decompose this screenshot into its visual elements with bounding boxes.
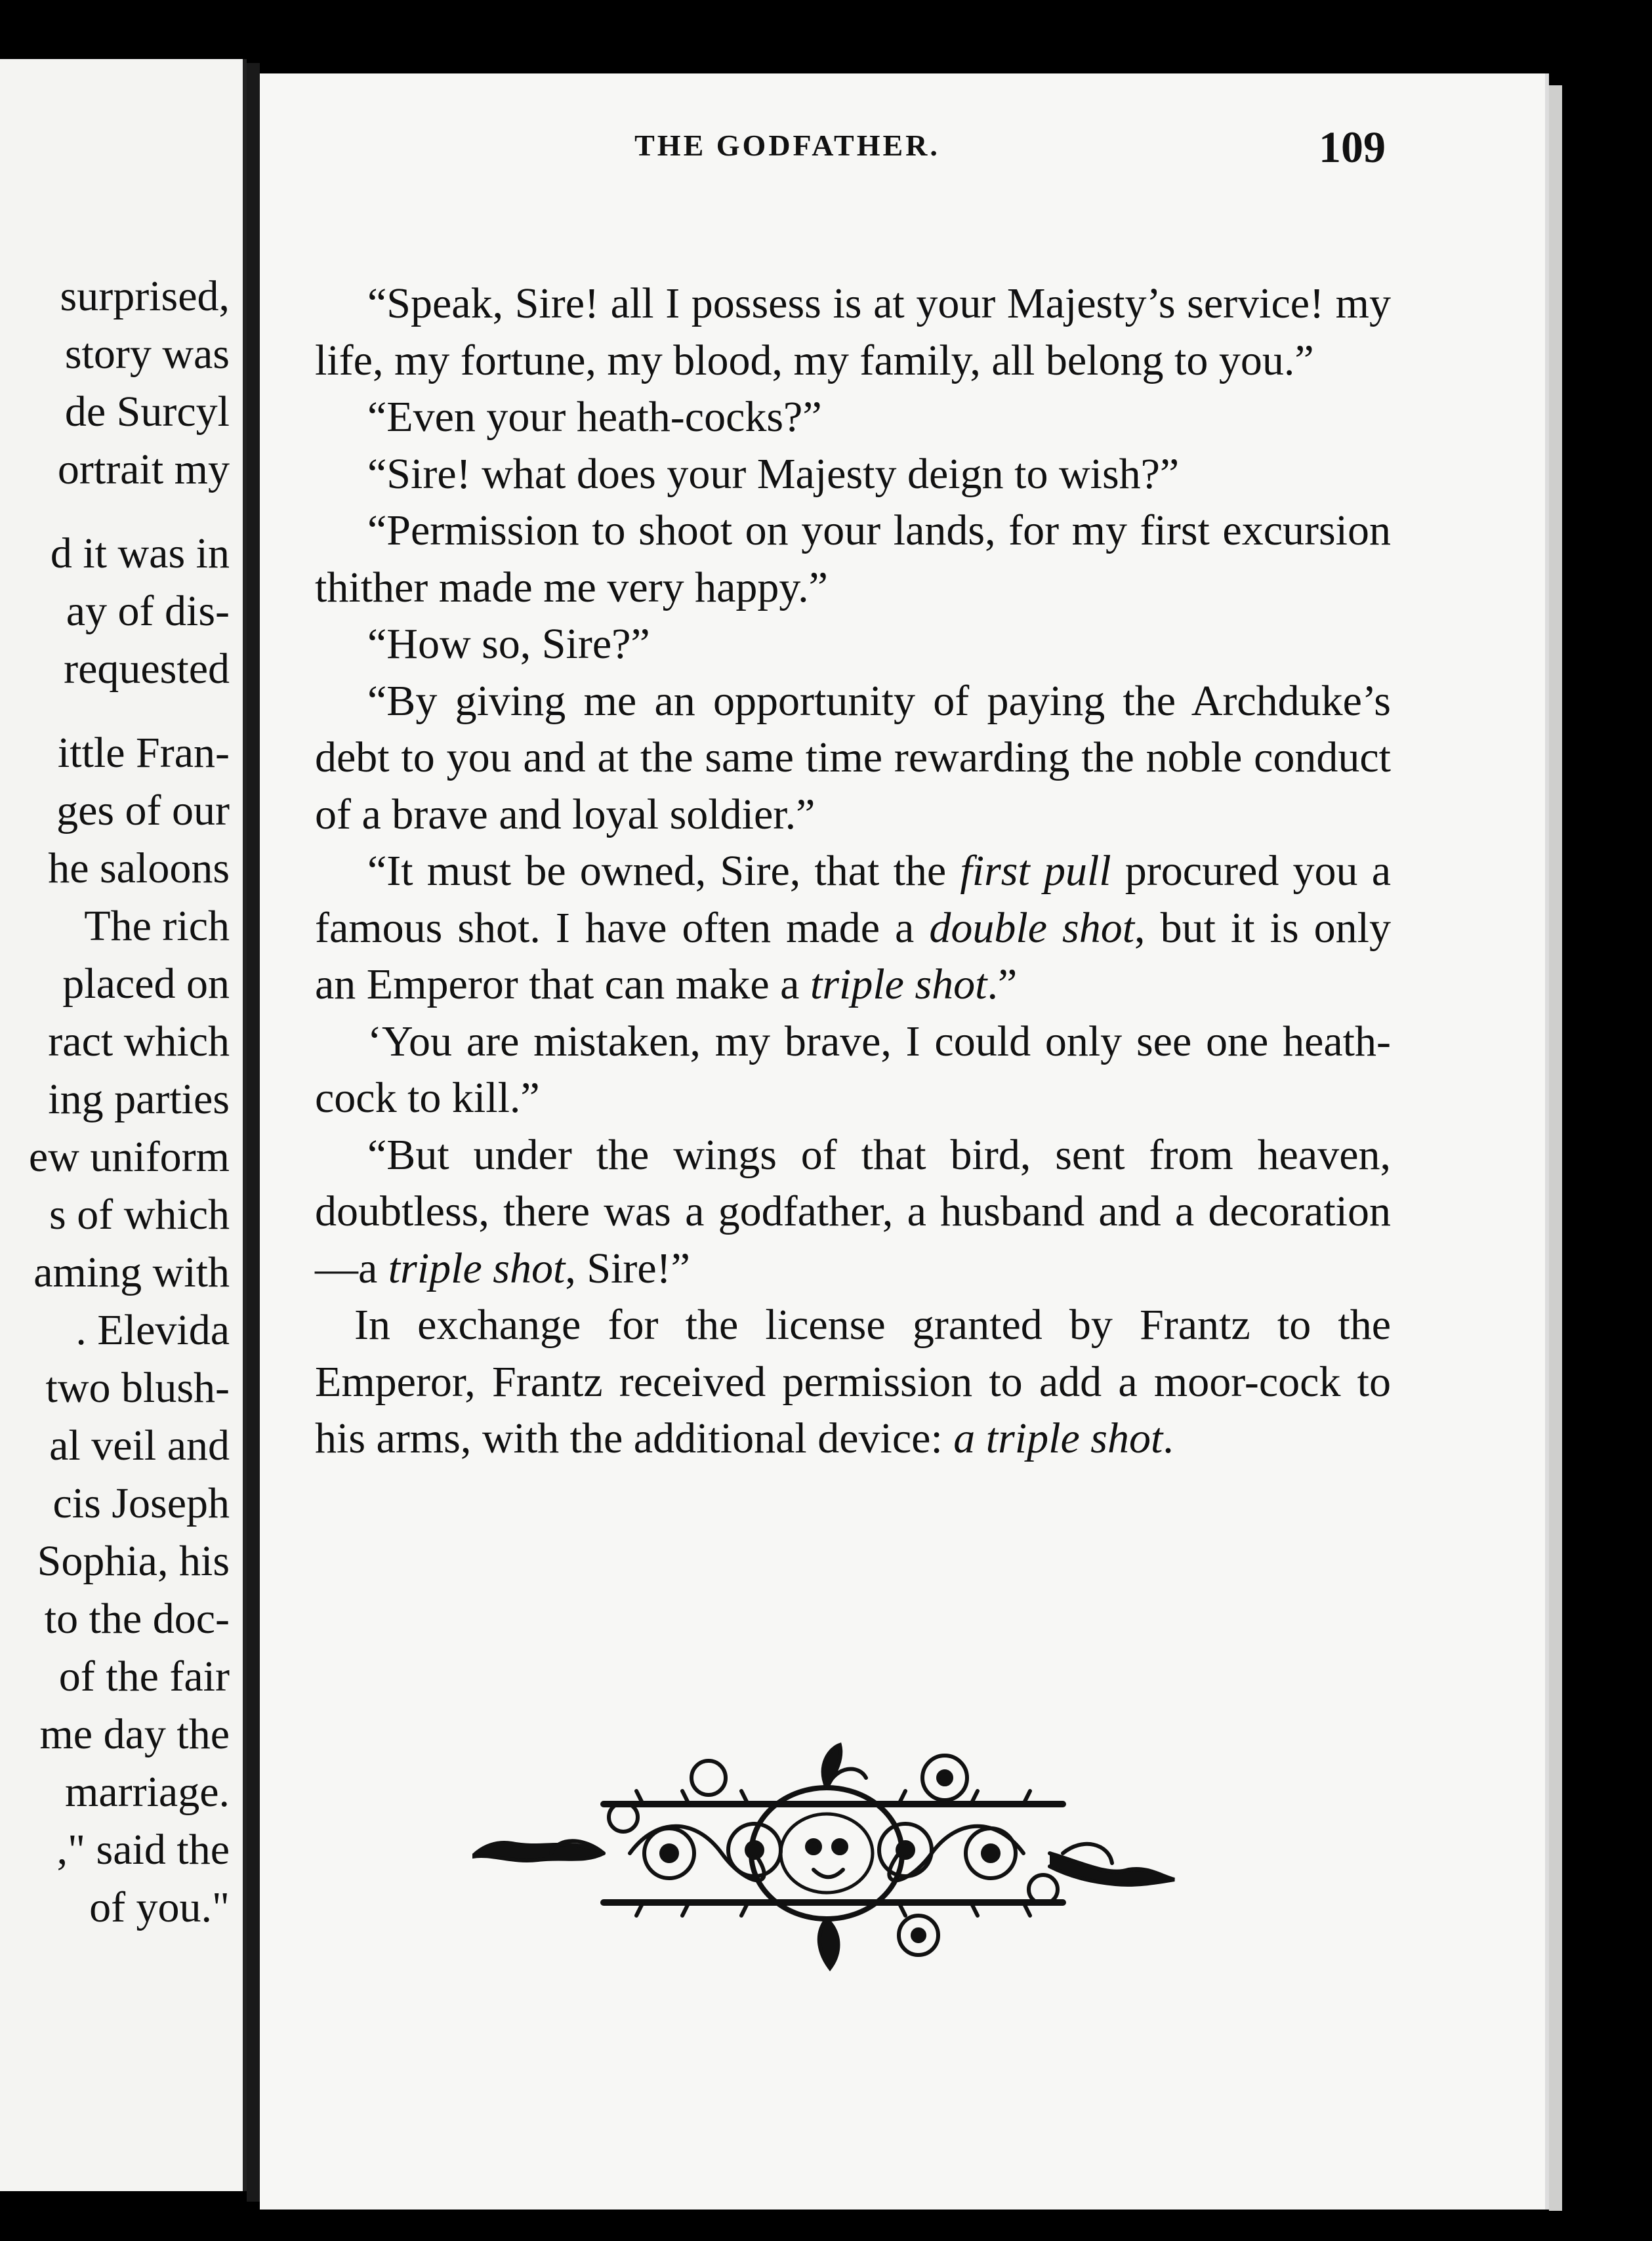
left-page-line: of the fair <box>58 1653 230 1700</box>
left-page-line: The rich <box>84 902 230 950</box>
paragraph <box>315 1297 1391 1468</box>
left-page-line: ract which <box>48 1018 230 1065</box>
left-page-line: me day the <box>39 1710 230 1758</box>
text-segment: “How so, Sire?” <box>367 620 650 668</box>
paragraph <box>315 843 1391 1014</box>
left-page-line: ges of our <box>56 787 230 834</box>
left-page-line: Sophia, his <box>37 1537 230 1585</box>
italic-text: triple shot <box>810 960 987 1008</box>
left-page-line: he saloons <box>48 844 230 892</box>
text-segment: “Speak, Sire! all I possess is at your Majesty’s service! my life, my fortune, my blood, my family, all belong to you.” <box>315 279 1391 384</box>
left-page-line: story was <box>64 330 230 378</box>
text-segment: ‘You are mistaken, my brave, I could only see one heath-cock to kill.” <box>315 1017 1391 1122</box>
page-edge <box>1549 85 1562 2211</box>
paragraph <box>315 389 1391 446</box>
left-page-line: ," said the <box>56 1826 230 1874</box>
paragraph <box>315 1014 1391 1127</box>
body-text <box>315 276 1391 1468</box>
floral-ornament-icon <box>472 1738 1181 1975</box>
left-page-line: ew uniform <box>28 1133 230 1181</box>
left-page-line: de Surcyl <box>64 388 230 436</box>
left-page-line: two blush- <box>45 1364 230 1412</box>
text-segment: , but it is only an Emperor that can make a <box>315 903 1391 1008</box>
text-segment: , Sire!” <box>565 1244 690 1292</box>
text-segment: In exchange for the license granted by Frantz to the Emperor, Frantz received permission to add a moor-cock to his arms, with the additional device: <box>315 1301 1391 1462</box>
italic-text: a triple shot <box>953 1414 1163 1462</box>
paragraph <box>315 446 1391 503</box>
paragraph <box>315 616 1391 673</box>
left-page-line: aming with <box>33 1248 230 1296</box>
running-title: THE GODFATHER. <box>634 129 940 162</box>
italic-text: first pull <box>960 847 1111 895</box>
left-page-line <box>0 698 230 724</box>
text-segment: “Permission to shoot on your lands, for my first excursion thither made me very happy.” <box>315 506 1391 611</box>
left-page-line: to the doc- <box>44 1595 230 1643</box>
book-gutter <box>247 63 260 2202</box>
left-page-text <box>0 268 230 1937</box>
left-page-line: d it was in <box>50 529 230 577</box>
left-page-line: ing parties <box>48 1075 230 1123</box>
left-page-line: marriage. <box>64 1768 230 1816</box>
left-page-line: ay of dis- <box>66 587 230 635</box>
left-page-line: of you." <box>89 1883 230 1931</box>
text-segment: “Sire! what does your Majesty deign to wish?” <box>367 449 1180 498</box>
italic-text: triple shot <box>388 1244 566 1292</box>
italic-text: double shot <box>929 903 1135 952</box>
text-segment: “It must be owned, Sire, that the <box>367 847 960 895</box>
paragraph <box>315 503 1391 616</box>
left-page-line <box>0 499 230 525</box>
left-page-line: requested <box>64 645 230 693</box>
paragraph <box>315 673 1391 844</box>
page-number: 109 <box>1319 122 1386 172</box>
left-page-line: . Elevida <box>75 1306 230 1354</box>
text-segment: .” <box>987 960 1018 1008</box>
left-page-line: placed on <box>62 960 230 1008</box>
left-page-line: ittle Fran- <box>57 729 230 777</box>
text-segment: “Even your heath-cocks?” <box>367 393 822 441</box>
left-page-line: al veil and <box>49 1422 230 1470</box>
text-segment: . <box>1163 1414 1174 1462</box>
text-segment: “But under the wings of that bird, sent from heaven, doubtless, there was a godfather, a husband and a decoration—a <box>315 1130 1391 1292</box>
text-segment: procured you a famous shot. I have often made a <box>315 847 1391 952</box>
left-page-line: s of which <box>49 1191 230 1239</box>
left-page-line: ortrait my <box>57 445 230 493</box>
left-page-line: cis Joseph <box>52 1479 230 1527</box>
running-head <box>459 128 1115 163</box>
left-page <box>0 59 247 2191</box>
paragraph <box>315 276 1391 389</box>
paragraph <box>315 1127 1391 1298</box>
left-page-line: surprised, <box>60 272 230 320</box>
text-segment: “By giving me an opportunity of paying the Archduke’s debt to you and at the same time rewarding the noble conduct of a brave and loyal soldier.” <box>315 676 1391 838</box>
